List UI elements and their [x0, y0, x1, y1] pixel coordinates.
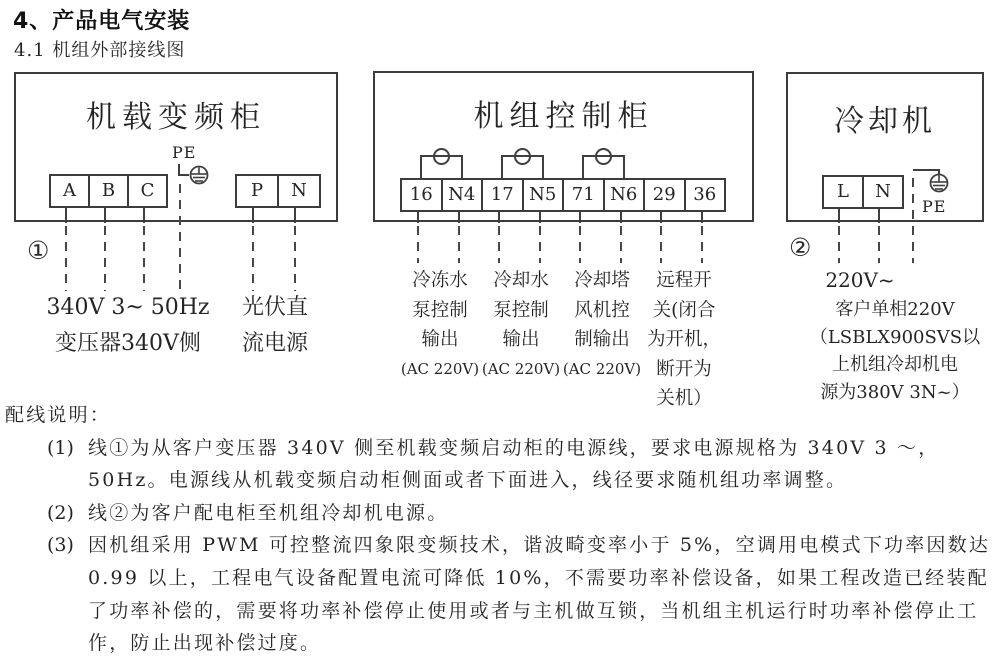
- instruction-item-2: [0, 497, 996, 530]
- instruction-text: 线①为从客户变压器 340V 侧至机载变频启动柜的电源线，要求电源规格为 340V 3 ～，50Hz。电源线从机载变频启动柜侧面或者下面进入，线径要求随机组功率调整。: [88, 436, 940, 492]
- instruction-text: 线②为客户配电柜至机组冷却机电源。: [88, 501, 449, 524]
- terminal-a: A: [63, 180, 76, 201]
- jumper-bridge: [582, 155, 625, 179]
- wire-stub: [838, 207, 840, 223]
- wire-dashed: [912, 178, 914, 263]
- wire-dashed: [878, 226, 880, 263]
- pv-source-label: 光伏直 流电源: [241, 295, 308, 356]
- bridge-left-wire: [420, 155, 422, 179]
- terminal-b: B: [88, 176, 127, 206]
- pe-label-2: PE: [922, 197, 947, 216]
- instruction-item-1: [0, 432, 996, 497]
- wire-stub: [104, 206, 106, 223]
- dc-terminal-strip: [235, 174, 321, 208]
- terminal-17: 17: [481, 180, 522, 210]
- terminal-29: 29: [643, 180, 684, 210]
- bridge-right-wire: [542, 155, 544, 179]
- bridge-left-wire: [582, 155, 584, 179]
- cooler-title: 冷却机: [834, 104, 936, 139]
- wiring-instructions: [0, 399, 996, 660]
- wire-stub: [65, 206, 67, 223]
- wire-dashed: [143, 226, 145, 291]
- wire-stub: [458, 210, 460, 223]
- terminal-36: 36: [684, 180, 725, 210]
- wire-stub: [878, 207, 880, 223]
- wire-stub: [417, 210, 419, 223]
- jumper-bridge: [501, 155, 544, 179]
- wire-stub: [498, 210, 500, 223]
- indicator-circle-icon: [514, 148, 531, 165]
- wire-dashed: [458, 226, 460, 263]
- cooling-pump-output-label: 冷却水 泵控制 输出 (AC 220V): [481, 270, 561, 378]
- jumper-bridge: [420, 155, 463, 179]
- wire-stub: [660, 210, 662, 223]
- pe-label-1: PE: [172, 143, 197, 162]
- instruction-text: 因机组采用 PWM 可控整流四象限变频技术，谐波畸变率小于 5%，空调用电模式下功率因数达 0.99 以上，工程电气设备配置电流可降低 10%，不需要功率补偿设备，如果工程改造已经装配了功率补偿的，需要将功率补偿停止使用或者与主机做互锁，当机组主机运行时功率补偿停止工作，防止出现补偿过度。: [88, 534, 991, 655]
- phase-terminal-strip: [49, 174, 168, 208]
- terminal-p: P: [250, 180, 264, 201]
- wire-stub: [539, 210, 541, 223]
- wire-stub: [579, 210, 581, 223]
- cooler-terminal-strip: [822, 175, 904, 209]
- wire-marker-2: ②: [789, 233, 812, 262]
- wire-dashed: [65, 226, 67, 291]
- terminal-16: 16: [409, 184, 433, 205]
- control-cabinet-title: 机组控制柜: [473, 99, 654, 134]
- wire-dashed: [104, 226, 106, 291]
- wire-dashed: [252, 226, 254, 291]
- terminal-n2: N: [862, 177, 902, 207]
- remote-switch-label: 远程开 关(闭合 为开机， 断开为 关机）: [646, 270, 721, 409]
- earth-ground-icon: [911, 165, 955, 197]
- wire-stub: [294, 206, 296, 223]
- terminal-c: C: [127, 176, 166, 206]
- bridge-left-wire: [501, 155, 503, 179]
- bridge-right-wire: [623, 155, 625, 179]
- indicator-circle-icon: [595, 148, 612, 165]
- terminal-n5: N5: [522, 180, 563, 210]
- instruction-number: (1): [47, 436, 74, 459]
- wire-dashed: [660, 226, 662, 263]
- instructions-heading: 配线说明：: [5, 404, 112, 426]
- instruction-number: (3): [47, 534, 74, 557]
- section-subtitle: 4.1 机组外部接线图: [14, 40, 186, 61]
- wire-dashed: [179, 184, 181, 289]
- instruction-number: (2): [47, 501, 74, 524]
- control-terminal-strip: [400, 178, 726, 212]
- control-cabinet-box: [373, 71, 754, 222]
- bridge-right-wire: [461, 155, 463, 179]
- instruction-item-3: [0, 529, 996, 659]
- terminal-n4: N4: [441, 180, 482, 210]
- wire-stub: [143, 206, 145, 223]
- wire-stub: [701, 210, 703, 223]
- wire-dashed: [620, 226, 622, 263]
- chilled-pump-output-label: 冷冻水 泵控制 输出 (AC 220V): [400, 270, 480, 378]
- cooler-box: [786, 72, 984, 222]
- wire-dashed: [417, 226, 419, 263]
- inverter-cabinet-title: 机载变频柜: [86, 100, 266, 135]
- supply-source-label: 340V 3~ 50Hz 变压器340V侧: [46, 295, 210, 356]
- tower-fan-output-label: 冷却塔 风机控 制输出 (AC 220V): [562, 270, 642, 378]
- wire-dashed: [701, 226, 703, 263]
- terminal-n: N: [277, 176, 319, 206]
- wire-marker-1: ①: [27, 236, 50, 265]
- terminal-71: 71: [562, 180, 603, 210]
- wire-dashed: [539, 226, 541, 263]
- page-title: 4、产品电气安装: [13, 9, 191, 34]
- wire-dashed: [579, 226, 581, 263]
- wire-dashed: [294, 226, 296, 291]
- indicator-circle-icon: [433, 148, 450, 165]
- cooler-voltage-label: 220V~: [825, 268, 895, 292]
- wire-dashed: [498, 226, 500, 263]
- terminal-n6: N6: [603, 180, 644, 210]
- wire-stub: [620, 210, 622, 223]
- cooler-power-note: 客户单相220V （LSBLX900SVS以 上机组冷却机电 源为380V 3N~）: [809, 299, 981, 403]
- wire-stub: [252, 206, 254, 223]
- terminal-l: L: [837, 181, 849, 202]
- wire-dashed: [838, 226, 840, 263]
